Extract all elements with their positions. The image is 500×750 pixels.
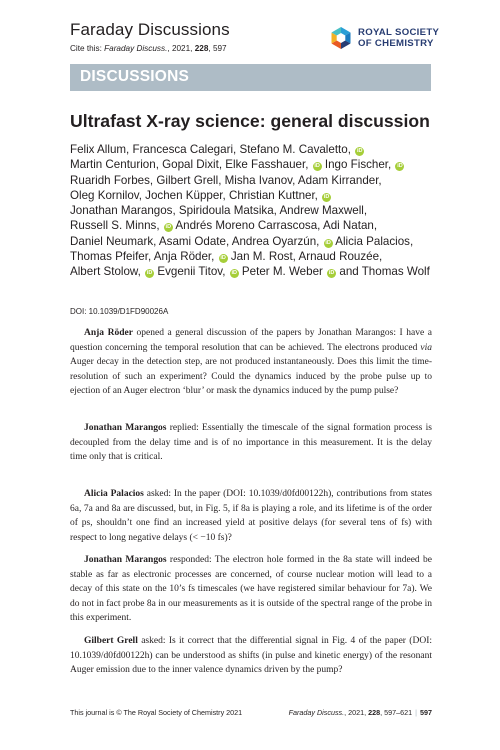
discussion-paragraph: Alicia Palacios asked: In the paper (DOI: 10.1039/d0fd00122h), contributions from states 6a, 7a and 8a are discussed, but, in Fig. 5, if 8a is playing a role, and its lifetime is of the order of ps, shouldn’t one find an increased yield at positive delays (for several tens of fs) with respect to long negative delays (< −10 fs)?: [70, 489, 432, 543]
orcid-icon[interactable]: iD: [397, 163, 403, 170]
orcid-icon[interactable]: iD: [328, 270, 335, 277]
author-line: Russell S. Minns, iD Andrés Moreno Carrascosa, Adi Natan,: [70, 219, 378, 233]
orcid-icon[interactable]: iD: [356, 148, 363, 154]
author-line: Daniel Neumark, Asami Odate, Andrea Oyarzún, iD Alicia Palacios,: [70, 234, 414, 248]
copyright-text: This journal is © The Royal Society of Chemistry 2021: [70, 708, 243, 717]
section-banner: [70, 64, 431, 91]
discussion-paragraph: Jonathan Marangos replied: Essentially the timescale of the signal formation process is decoupled from the delay time and is of no importance in this measurement. It is the delay time only that is critical.: [70, 423, 432, 463]
publisher-name: ROYAL SOCIETY OF CHEMISTRY: [358, 27, 440, 49]
author-line: Ruaridh Forbes, Gilbert Grell, Misha Ivanov, Adam Kirrander,: [70, 173, 382, 187]
discussion-paragraph: Gilbert Grell asked: Is it correct that the differential signal in Fig. 4 of the paper (DOI: 10.1039/d0fd00122h) can be understood as shifts (in pulse and kinetic energy) of the resonant Auger emission due to the inner valence dynamics driven by the pump?: [70, 636, 432, 676]
article-title: Ultrafast X-ray science: general discussion: [70, 111, 430, 131]
orcid-icon[interactable]: iD: [231, 270, 237, 277]
orcid-icon[interactable]: iD: [165, 224, 172, 231]
footer-citation: Faraday Discuss., 2021, 228, 597–621 | 597: [288, 708, 432, 717]
section-label: DISCUSSIONS: [80, 68, 189, 85]
journal-title: Faraday Discussions: [70, 20, 230, 39]
orcid-icon[interactable]: iD: [314, 163, 320, 170]
author-line: Felix Allum, Francesca Calegari, Stefano M. Cavaletto, iD: [70, 143, 363, 156]
discussion-paragraph: Anja Röder opened a general discussion of the papers by Jonathan Marangos: I have a question concerning the temporal resolution that can be achieved. The electrons produced via Auger decay in the detection step, are not produced instantaneously. Does this limit the time-resolution of such an experiment? Could the dynamics induced by the probe pulse up to ejection of an Auger electron ‘blur’ or mask the dynamics induced by the pump pulse?: [70, 328, 432, 397]
citation-line: Cite this: Faraday Discuss., 2021, 228, 597: [70, 44, 227, 53]
author-line: Martin Centurion, Gopal Dixit, Elke Fasshauer, iD Ingo Fischer, iD: [70, 158, 403, 172]
orcid-icon[interactable]: iD: [325, 239, 331, 246]
orcid-icon[interactable]: iD: [146, 270, 153, 277]
speaker-name: Jonathan Marangos: [84, 423, 167, 433]
speaker-name: Alicia Palacios: [84, 489, 144, 499]
author-line: Albert Stolow, iD Evgenii Titov, iD Peter M. Weber iD and Thomas Wolf: [70, 265, 430, 279]
publisher-logo: [329, 26, 439, 50]
page-number: 597: [420, 708, 432, 717]
author-line: Thomas Pfeifer, Anja Röder, iD Jan M. Rost, Arnaud Rouzée,: [70, 250, 383, 264]
speaker-name: Anja Röder: [84, 328, 133, 338]
discussion-paragraph: Jonathan Marangos responded: The electron hole formed in the 8a state will indeed be stable as far as electronic processes are concerned, of course nuclear motion will lead to a decay of this state on the 10’s fs timescales (we have registered similar behaviour for 7a). We do not in fact probe 8a in our measurements as it is outside of the spectral range of the probe in this experiment.: [70, 555, 432, 624]
speaker-name: Jonathan Marangos: [84, 555, 167, 565]
author-line: Oleg Kornilov, Jochen Küpper, Christian Kuttner, iD: [70, 188, 330, 202]
author-list: [70, 142, 440, 280]
rsc-hexagon-icon: [329, 26, 353, 50]
doi-line[interactable]: DOI: 10.1039/D1FD90026A: [70, 307, 169, 316]
speaker-name: Gilbert Grell: [84, 636, 138, 646]
author-line: Jonathan Marangos, Spiridoula Matsika, Andrew Maxwell,: [70, 204, 368, 218]
orcid-icon[interactable]: iD: [220, 255, 226, 262]
orcid-icon[interactable]: iD: [323, 193, 330, 200]
